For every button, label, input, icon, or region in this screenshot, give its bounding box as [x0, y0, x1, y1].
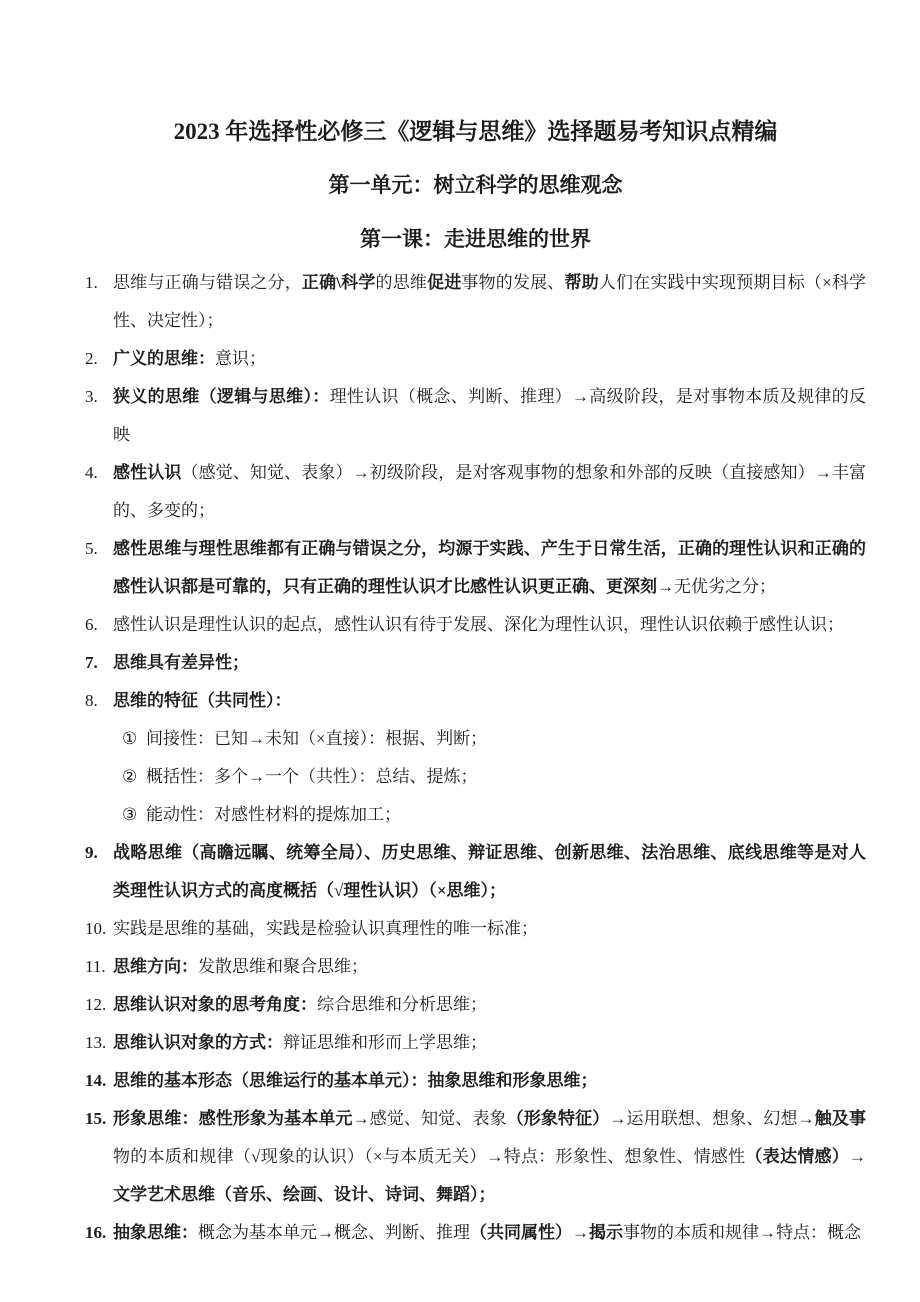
- list-item: [85, 948, 866, 986]
- item-text: 抽象思维：概念为基本单元→概念、判断、推理（共同属性）→揭示事物的本质和规律→特点：概念: [113, 1223, 861, 1242]
- list-item: [85, 682, 866, 834]
- item-text: 思维与正确与错误之分，正确\科学的思维促进事物的发展、帮助人们在实践中实现预期目标（×科学性、决定性）；: [113, 273, 867, 330]
- item-text: 感性认识是理性认识的起点，感性认识有待于发展、深化为理性认识，理性认识依赖于感性认识；: [113, 615, 844, 634]
- sub-item: [113, 758, 866, 796]
- item-number: 5.: [85, 539, 98, 558]
- item-text: 思维方向：发散思维和聚合思维；: [113, 957, 368, 976]
- sub-item-text: 概括性：多个→一个（共性）：总结、提炼；: [146, 767, 478, 786]
- list-item: [85, 834, 866, 910]
- item-number: 7.: [85, 653, 98, 672]
- item-number: 16.: [85, 1223, 107, 1242]
- unit-heading: 第一单元：树立科学的思维观念: [328, 173, 623, 197]
- item-text: 思维认识对象的方式：辩证思维和形而上学思维；: [113, 1033, 487, 1052]
- item-number: 13.: [85, 1033, 107, 1052]
- item-number: 2.: [85, 349, 98, 368]
- item-body: [113, 530, 866, 606]
- sub-item-marker: ③: [122, 805, 138, 824]
- sub-item: [113, 720, 866, 758]
- list-item: [85, 606, 866, 644]
- item-number: 15.: [85, 1109, 107, 1128]
- page-title: 2023 年选择性必修三《逻辑与思维》选择题易考知识点精编: [173, 119, 778, 144]
- item-number: 10.: [85, 919, 107, 938]
- item-body: [113, 454, 866, 530]
- list-item: [85, 1214, 866, 1252]
- sub-item-text: 间接性：已知→未知（×直接）：根据、判断；: [146, 729, 488, 748]
- list-item: [85, 530, 866, 606]
- knowledge-list: [85, 264, 866, 1252]
- item-body: [113, 1062, 866, 1100]
- item-body: [113, 644, 866, 682]
- item-text: 思维具有差异性；: [113, 653, 249, 672]
- item-body: [113, 986, 866, 1024]
- sub-item-text: 能动性：对感性材料的提炼加工；: [146, 805, 401, 824]
- item-body: [113, 834, 866, 910]
- item-text: 广义的思维：意识；: [113, 349, 266, 368]
- item-number: 14.: [85, 1071, 107, 1090]
- item-text: 战略思维（高瞻远瞩、统筹全局）、历史思维、辩证思维、创新思维、法治思维、底线思维等是对人类理性认识方式的高度概括（√理性认识）（×思维）；: [113, 843, 866, 900]
- item-number: 4.: [85, 463, 98, 482]
- item-number: 8.: [85, 691, 98, 710]
- item-body: [113, 606, 866, 644]
- item-body: [113, 682, 866, 834]
- item-text: 思维认识对象的思考角度：综合思维和分析思维；: [113, 995, 487, 1014]
- item-body: [113, 1100, 866, 1214]
- item-body: [113, 948, 866, 986]
- item-body: [113, 910, 866, 948]
- list-item: [85, 986, 866, 1024]
- list-item: [85, 454, 866, 530]
- item-text: 感性认识（感觉、知觉、表象）→初级阶段，是对客观事物的想象和外部的反映（直接感知）→丰富的、多变的；: [113, 463, 867, 520]
- item-text: 思维的基本形态（思维运行的基本单元）：抽象思维和形象思维；: [113, 1071, 598, 1090]
- item-text: 实践是思维的基础，实践是检验认识真理性的唯一标准；: [113, 919, 538, 938]
- item-body: [113, 264, 866, 340]
- item-number: 6.: [85, 615, 98, 634]
- item-number: 12.: [85, 995, 107, 1014]
- item-text: 形象思维：感性形象为基本单元→感觉、知觉、表象（形象特征）→运用联想、想象、幻想→触及事物的本质和规律（√现象的认识）（×与本质无关）→特点：形象性、想象性、情感性（表达情感）→文学艺术思维（音乐、绘画、设计、诗词、舞蹈）；: [113, 1109, 867, 1204]
- list-item: [85, 644, 866, 682]
- item-text: 狭义的思维（逻辑与思维）：理性认识（概念、判断、推理）→高级阶段，是对事物本质及规律的反映: [113, 387, 867, 444]
- list-item: [85, 1024, 866, 1062]
- item-body: [113, 1024, 866, 1062]
- item-body: [113, 378, 866, 454]
- item-text: 思维的特征（共同性）：: [113, 691, 292, 710]
- list-item: [85, 340, 866, 378]
- item-body: [113, 340, 866, 378]
- item-body: [113, 1214, 866, 1252]
- item-number: 1.: [85, 273, 98, 292]
- item-number: 3.: [85, 387, 98, 406]
- list-item: [85, 1062, 866, 1100]
- list-item: [85, 264, 866, 340]
- item-text: 感性思维与理性思维都有正确与错误之分，均源于实践、产生于日常生活，正确的理性认识和正确的感性认识都是可靠的，只有正确的理性认识才比感性认识更正确、更深刻→无优劣之分；: [113, 539, 866, 596]
- list-item: [85, 1100, 866, 1214]
- lesson-heading: 第一课：走进思维的世界: [360, 227, 591, 251]
- list-item: [85, 910, 866, 948]
- sub-item: [113, 796, 866, 834]
- sub-item-marker: ①: [122, 729, 138, 748]
- list-item: [85, 378, 866, 454]
- item-number: 9.: [85, 843, 98, 862]
- item-number: 11.: [85, 957, 106, 976]
- sub-item-marker: ②: [122, 767, 138, 786]
